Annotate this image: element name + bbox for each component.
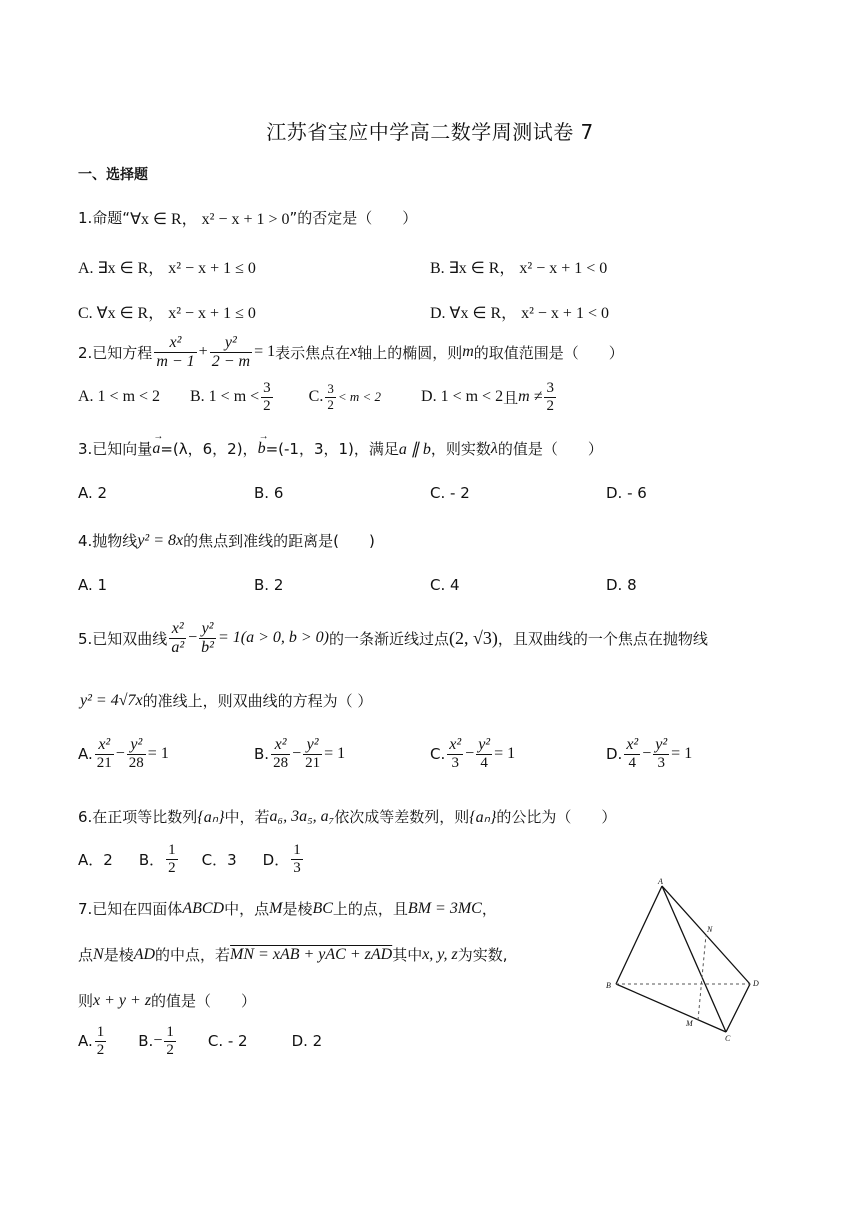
q7-option-b-sign: − xyxy=(153,1032,163,1049)
q1-option-c[interactable]: C. ∀x ∈ R， x² − x + 1 ≤ 0 xyxy=(78,305,256,322)
q4-option-b[interactable]: B. 2 xyxy=(254,576,284,594)
page-title: 江苏省宝应中学高二数学周测试卷 7 xyxy=(266,120,594,144)
q7-tetrahedron: ABCD xyxy=(182,899,225,917)
q6-stem-mid2: 依次成等差数列，则 xyxy=(334,808,470,826)
q5-minus: − xyxy=(188,629,198,647)
q3-stem-start: 3.已知向量 xyxy=(78,440,153,458)
q7-option-d[interactable]: D. 2 xyxy=(291,1032,323,1050)
q2-stem-end: 的取值范围是（ ） xyxy=(473,343,624,362)
q7-text-4: 上的点，且 xyxy=(332,900,408,918)
q1-stem-end: ”的否定是（ ） xyxy=(289,209,418,227)
q3-option-d[interactable]: D. - 6 xyxy=(606,484,647,502)
q2-fraction-1: $\frac{\text{x²}}{m - 1}$ xyxy=(156,334,195,370)
q2-var-m: m xyxy=(462,343,474,361)
q2-equals: = 1 xyxy=(254,343,276,361)
q7-text-3: 是棱 xyxy=(282,900,313,918)
q7-text-2: 中，点 xyxy=(224,900,270,918)
q5-option-a[interactable]: A. $\frac{\text{x²}}{21}$ − $\frac{\text{y²}}{28}$ = 1 xyxy=(78,736,169,771)
q5-stem-start: 5.已知双曲线 xyxy=(78,629,168,648)
q5-options xyxy=(78,736,692,771)
question-5-line-2 xyxy=(80,690,372,711)
q6-option-b-fraction: $\frac{1}{2}$ xyxy=(168,842,176,876)
q7-text-12: 的值是（ ） xyxy=(151,992,257,1010)
q3-stem-end: 的值是（ ） xyxy=(497,440,603,458)
q7-text-6: 点 xyxy=(78,946,94,964)
q2-option-d-ineq: m ≠ xyxy=(518,388,543,405)
question-1-stem xyxy=(78,206,417,229)
q3-vector-b-value: =(-1，3，1)，满足 xyxy=(265,440,399,458)
q4-stem-start: 4.抛物线 xyxy=(78,532,138,550)
q3-vector-a: → a xyxy=(152,430,164,457)
q2-option-d-fraction: $\frac{3}{2}$ xyxy=(546,380,554,414)
q7-text-1: 7.已知在四面体 xyxy=(78,900,183,918)
q2-option-c-fraction: $\frac{3}{2}$ xyxy=(327,381,334,412)
q2-options xyxy=(78,380,558,414)
q2-stem-mid2: 轴上的椭圆，则 xyxy=(357,343,463,362)
question-4-stem xyxy=(78,530,375,551)
q7-option-c[interactable]: C. - 2 xyxy=(207,1032,248,1050)
q2-var-x: x xyxy=(350,343,358,361)
q6-stem-mid: 中，若 xyxy=(224,808,270,826)
q6-option-d-fraction: $\frac{1}{3}$ xyxy=(293,842,301,876)
q4-option-c[interactable]: C. 4 xyxy=(430,576,460,594)
section-heading: 一、选择题 xyxy=(78,167,148,183)
q2-option-a[interactable]: A. 1 < m < 2 xyxy=(78,388,161,405)
q7-option-b-fraction: $\frac{1}{2}$ xyxy=(166,1024,174,1058)
q4-option-d[interactable]: D. 8 xyxy=(606,576,637,594)
edge-bc xyxy=(616,984,726,1032)
q7-point-m: M xyxy=(269,899,283,917)
q3-vector-b: → b xyxy=(257,430,269,457)
label-b: B xyxy=(606,981,611,990)
q6-sequence-2: {aₙ} xyxy=(469,808,497,826)
q7-text-11: 则 xyxy=(78,992,94,1010)
q2-stem-start: 2.已知方程 xyxy=(78,343,153,362)
q1-option-a[interactable]: A. ∃x ∈ R， x² − x + 1 ≤ 0 xyxy=(78,260,256,277)
q1-option-b[interactable]: B. ∃x ∈ R， x² − x + 1 < 0 xyxy=(430,260,608,277)
q5-stem-mid: 的一条渐近线过点 xyxy=(328,629,449,648)
q7-edge-bc: BC xyxy=(312,899,333,917)
q5-fraction-1: $\frac{\text{x²}}{\text{a²}}$ xyxy=(171,620,185,656)
q5-stem-line2: 的准线上，则双曲线的方程为（ ） xyxy=(142,692,373,710)
q6-terms: a₆, 3a₅, a₇ xyxy=(269,807,335,825)
q6-options xyxy=(78,842,305,876)
q7-option-b[interactable]: B. xyxy=(138,1032,154,1050)
question-5-stem xyxy=(78,620,708,656)
q5-fraction-2: $\frac{\text{y²}}{\text{b²}}$ xyxy=(201,620,214,656)
q7-text-5: ， xyxy=(481,900,497,918)
q1-option-d[interactable]: D. ∀x ∈ R， x² − x + 1 < 0 xyxy=(430,305,609,322)
segment-mn xyxy=(698,935,706,1020)
q5-option-c[interactable]: C. $\frac{\text{x²}}{3}$ − $\frac{\text{y²}}{4}$ = 1 xyxy=(430,736,516,771)
label-n: N xyxy=(707,925,713,934)
label-a: A xyxy=(658,878,663,886)
q3-option-b[interactable]: B. 6 xyxy=(254,484,284,502)
q7-vector-equation: MN = xAB + yAC + zAD xyxy=(230,945,393,963)
q3-parallel: a ∥ b xyxy=(398,440,431,458)
q6-stem-start: 6.在正项等比数列 xyxy=(78,808,198,826)
edge-ab xyxy=(616,886,662,984)
label-c: C xyxy=(725,1034,731,1043)
q2-option-d-and: 且 xyxy=(503,388,519,407)
q5-condition: = 1(a > 0, b > 0) xyxy=(217,629,329,647)
q2-option-b-fraction: $\frac{3}{2}$ xyxy=(263,380,271,414)
question-7-line-1 xyxy=(78,898,497,919)
q7-point-n: N xyxy=(93,945,104,963)
question-3-stem xyxy=(78,430,603,459)
q6-option-d[interactable]: D． xyxy=(262,850,290,869)
q3-option-c[interactable]: C. - 2 xyxy=(430,484,470,502)
q2-option-c-ineq: < m < 2 xyxy=(337,389,382,404)
q4-stem-end: 的焦点到准线的距离是( ) xyxy=(183,532,375,550)
q6-sequence: {aₙ} xyxy=(197,808,225,826)
question-7-line-3 xyxy=(78,990,256,1011)
label-m: M xyxy=(686,1019,693,1028)
q2-option-d[interactable]: D. 1 < m < 2 xyxy=(421,388,504,405)
q1-math: ∀x ∈ R， x² − x + 1 > 0 xyxy=(130,211,290,228)
q2-option-c[interactable]: C. xyxy=(308,388,324,405)
q3-stem-mid: ，则实数 xyxy=(430,440,491,458)
q3-vector-a-value: =(λ，6，2)， xyxy=(160,440,258,458)
q5-point: (2, √3) xyxy=(449,627,498,648)
q2-fraction-2: $\frac{\text{y²}}{2 - m}$ xyxy=(211,334,251,370)
q7-text-8: 的中点，若 xyxy=(155,946,231,964)
q5-parabola: y² = 4√7x xyxy=(80,691,143,709)
q6-option-b[interactable]: B． xyxy=(138,850,165,869)
q2-option-b[interactable]: B. 1 < m < xyxy=(190,388,260,405)
q5-stem-end: ，且双曲线的一个焦点在抛物线 xyxy=(497,629,708,648)
q6-option-a[interactable]: A．2 xyxy=(78,850,113,869)
edge-ac xyxy=(662,886,726,1032)
q5-option-b[interactable]: B. $\frac{\text{x²}}{28}$ − $\frac{\text{y²}}{21}$ = 1 xyxy=(254,736,346,771)
q3-lambda: λ xyxy=(490,439,498,457)
label-d: D xyxy=(753,979,759,988)
tetrahedron-diagram xyxy=(600,878,780,1048)
q4-option-a[interactable]: A. 1 xyxy=(78,576,108,594)
q7-vars: x, y, z xyxy=(422,945,458,963)
q7-text-7: 是棱 xyxy=(103,946,134,964)
question-6-stem xyxy=(78,806,616,827)
q4-math: y² = 8x xyxy=(137,531,184,549)
q6-stem-end: 的公比为（ ） xyxy=(496,808,617,826)
q6-option-c[interactable]: C．3 xyxy=(201,850,237,869)
q5-option-d[interactable]: D. $\frac{\text{x²}}{4}$ − $\frac{\text{y²}}{3}$ = 1 xyxy=(606,736,693,771)
q2-plus: + xyxy=(198,343,208,361)
q7-options xyxy=(78,1024,322,1058)
q7-text-10: 为实数, xyxy=(457,946,508,964)
question-2-stem xyxy=(78,334,624,370)
question-7-line-2 xyxy=(78,944,508,965)
q7-text-9: 其中 xyxy=(392,946,423,964)
q1-stem-start: 1.命题“ xyxy=(78,209,131,227)
q7-option-a[interactable]: A. xyxy=(78,1032,93,1050)
q7-edge-ad: AD xyxy=(133,945,156,963)
q7-option-a-fraction: $\frac{1}{2}$ xyxy=(96,1024,105,1058)
q2-stem-mid: 表示焦点在 xyxy=(275,343,351,362)
q7-sum: x + y + z xyxy=(93,991,152,1009)
q7-relation: BM = 3MC xyxy=(407,899,482,917)
q3-option-a[interactable]: A. 2 xyxy=(78,484,108,502)
edge-cd xyxy=(726,984,750,1032)
